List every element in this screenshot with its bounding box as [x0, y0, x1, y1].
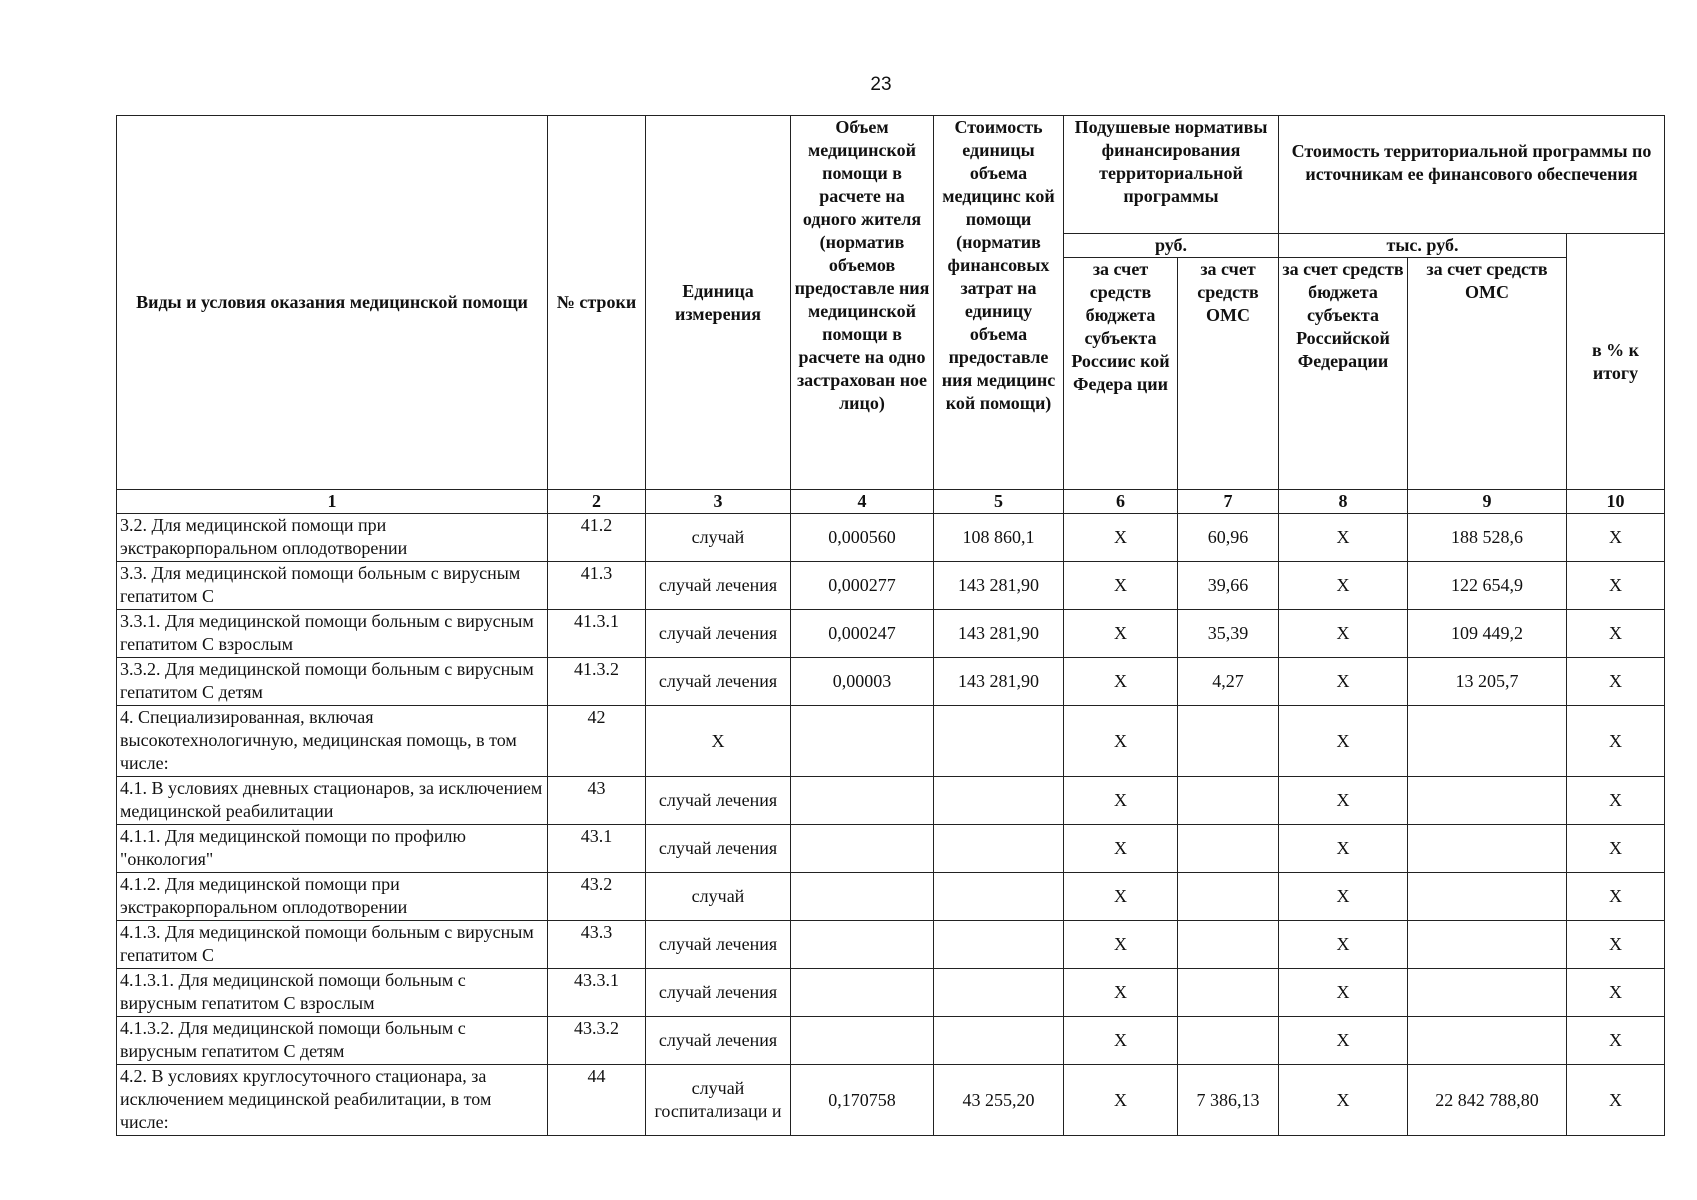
row-budget-cost: Х: [1279, 777, 1408, 825]
row-unit: случай лечения: [646, 658, 791, 706]
row-percent-total: Х: [1567, 514, 1665, 562]
column-number: 7: [1178, 490, 1279, 514]
header-row-number: № строки: [548, 116, 646, 490]
row-budget-cost: Х: [1279, 610, 1408, 658]
header-percent-total: в % к итогу: [1567, 234, 1665, 490]
medical-care-table: [116, 115, 1665, 1136]
row-unit-cost: [934, 706, 1064, 777]
row-code: 41.3: [548, 562, 646, 610]
row-oms-per-capita: [1178, 873, 1279, 921]
row-name: 4. Специализированная, включая высокотехнологичную, медицинская помощь, в том числе:: [117, 706, 548, 777]
header-volume: Объем медицинской помощи в расчете на одного жителя (норматив объемов предоставле ния медицинской помощи в расчете на одно застрахован ное лицо): [791, 116, 934, 490]
row-oms-cost: [1408, 1017, 1567, 1065]
row-unit-cost: 143 281,90: [934, 658, 1064, 706]
table-row: [117, 1017, 1665, 1065]
row-unit: случай лечения: [646, 777, 791, 825]
row-oms-cost: 122 654,9: [1408, 562, 1567, 610]
row-budget-per-capita: Х: [1064, 921, 1178, 969]
row-oms-per-capita: 7 386,13: [1178, 1065, 1279, 1136]
row-code: 41.3.2: [548, 658, 646, 706]
row-volume: 0,000247: [791, 610, 934, 658]
row-budget-per-capita: Х: [1064, 610, 1178, 658]
row-budget-cost: Х: [1279, 873, 1408, 921]
row-name: 4.1.2. Для медицинской помощи при экстракорпоральном оплодотворении: [117, 873, 548, 921]
row-code: 43.3.2: [548, 1017, 646, 1065]
table-row: [117, 610, 1665, 658]
row-code: 43.3.1: [548, 969, 646, 1017]
row-budget-per-capita: Х: [1064, 658, 1178, 706]
row-oms-per-capita: 35,39: [1178, 610, 1279, 658]
row-unit-cost: 143 281,90: [934, 610, 1064, 658]
row-percent-total: Х: [1567, 777, 1665, 825]
row-code: 43.1: [548, 825, 646, 873]
column-number: 5: [934, 490, 1064, 514]
row-volume: [791, 873, 934, 921]
row-name: 4.1.3.2. Для медицинской помощи больным с вирусным гепатитом С детям: [117, 1017, 548, 1065]
row-volume: [791, 1017, 934, 1065]
row-volume: 0,00003: [791, 658, 934, 706]
row-unit: Х: [646, 706, 791, 777]
column-number: 10: [1567, 490, 1665, 514]
row-budget-per-capita: Х: [1064, 873, 1178, 921]
row-budget-per-capita: Х: [1064, 706, 1178, 777]
row-budget-cost: Х: [1279, 562, 1408, 610]
row-code: 41.2: [548, 514, 646, 562]
row-code: 44: [548, 1065, 646, 1136]
table-row: [117, 969, 1665, 1017]
row-percent-total: Х: [1567, 562, 1665, 610]
header-rub: руб.: [1064, 234, 1279, 258]
row-percent-total: Х: [1567, 610, 1665, 658]
row-oms-cost: [1408, 825, 1567, 873]
row-volume: 0,000560: [791, 514, 934, 562]
row-oms-cost: [1408, 706, 1567, 777]
row-name: 4.1. В условиях дневных стационаров, за исключением медицинской реабилитации: [117, 777, 548, 825]
row-percent-total: Х: [1567, 921, 1665, 969]
row-volume: 0,000277: [791, 562, 934, 610]
row-budget-cost: Х: [1279, 706, 1408, 777]
row-budget-cost: Х: [1279, 1017, 1408, 1065]
row-unit-cost: [934, 777, 1064, 825]
header-unit-cost: Стоимость единицы объема медицинс кой помощи (норматив финансовых затрат на единицу объема предоставле ния медицинс кой помощи): [934, 116, 1064, 490]
row-name: 3.3.1. Для медицинской помощи больным с вирусным гепатитом С взрослым: [117, 610, 548, 658]
row-oms-cost: [1408, 777, 1567, 825]
row-unit-cost: [934, 969, 1064, 1017]
column-numbers-row: [117, 490, 1665, 514]
header-budget-cost: за счет средств бюджета субъекта Российской Федерации: [1279, 258, 1408, 490]
row-unit: случай лечения: [646, 921, 791, 969]
table-row: [117, 514, 1665, 562]
column-number: 8: [1279, 490, 1408, 514]
header-unit: Единица измерения: [646, 116, 791, 490]
row-volume: [791, 706, 934, 777]
table-row: [117, 921, 1665, 969]
header-types-conditions: Виды и условия оказания медицинской помощи: [117, 116, 548, 490]
row-oms-cost: 109 449,2: [1408, 610, 1567, 658]
row-unit: случай: [646, 873, 791, 921]
row-unit: случай госпитализаци и: [646, 1065, 791, 1136]
row-percent-total: Х: [1567, 969, 1665, 1017]
row-budget-per-capita: Х: [1064, 514, 1178, 562]
table-row: [117, 562, 1665, 610]
row-oms-per-capita: [1178, 1017, 1279, 1065]
row-oms-per-capita: [1178, 706, 1279, 777]
row-oms-cost: 13 205,7: [1408, 658, 1567, 706]
column-number: 3: [646, 490, 791, 514]
row-oms-cost: 188 528,6: [1408, 514, 1567, 562]
row-name: 4.2. В условиях круглосуточного стационара, за исключением медицинской реабилитации, в том числе:: [117, 1065, 548, 1136]
row-oms-cost: [1408, 921, 1567, 969]
row-oms-per-capita: [1178, 921, 1279, 969]
row-oms-per-capita: [1178, 777, 1279, 825]
table-row: [117, 658, 1665, 706]
row-volume: 0,170758: [791, 1065, 934, 1136]
header-oms-per-capita: за счет средств ОМС: [1178, 258, 1279, 490]
row-unit-cost: [934, 921, 1064, 969]
row-code: 43.2: [548, 873, 646, 921]
row-unit: случай лечения: [646, 825, 791, 873]
row-budget-per-capita: Х: [1064, 825, 1178, 873]
row-unit: случай: [646, 514, 791, 562]
header-thous-rub: тыс. руб.: [1279, 234, 1567, 258]
row-volume: [791, 969, 934, 1017]
table-row: [117, 873, 1665, 921]
row-unit-cost: 108 860,1: [934, 514, 1064, 562]
row-unit: случай лечения: [646, 562, 791, 610]
row-oms-cost: 22 842 788,80: [1408, 1065, 1567, 1136]
row-budget-cost: Х: [1279, 921, 1408, 969]
header-budget-per-capita: за счет средств бюджета субъекта Россиис кой Федера ции: [1064, 258, 1178, 490]
row-percent-total: Х: [1567, 825, 1665, 873]
header-program-cost-group: Стоимость территориальной программы по источникам ее финансового обеспечения: [1279, 116, 1665, 234]
row-name: 3.2. Для медицинской помощи при экстракорпоральном оплодотворении: [117, 514, 548, 562]
row-oms-cost: [1408, 969, 1567, 1017]
row-budget-cost: Х: [1279, 1065, 1408, 1136]
header-per-capita-group: Подушевые нормативы финансирования территориальной программы: [1064, 116, 1279, 234]
row-name: 3.3. Для медицинской помощи больным с вирусным гепатитом С: [117, 562, 548, 610]
row-budget-cost: Х: [1279, 658, 1408, 706]
row-code: 43: [548, 777, 646, 825]
row-code: 41.3.1: [548, 610, 646, 658]
header-oms-cost: за счет средств ОМС: [1408, 258, 1567, 490]
row-budget-per-capita: Х: [1064, 969, 1178, 1017]
row-budget-per-capita: Х: [1064, 777, 1178, 825]
row-volume: [791, 825, 934, 873]
table-row: [117, 777, 1665, 825]
column-number: 1: [117, 490, 548, 514]
row-budget-cost: Х: [1279, 514, 1408, 562]
row-unit-cost: [934, 873, 1064, 921]
row-percent-total: Х: [1567, 658, 1665, 706]
page-number: 23: [870, 74, 892, 95]
row-oms-per-capita: [1178, 825, 1279, 873]
row-percent-total: Х: [1567, 1017, 1665, 1065]
row-oms-per-capita: [1178, 969, 1279, 1017]
row-name: 4.1.3.1. Для медицинской помощи больным с вирусным гепатитом С взрослым: [117, 969, 548, 1017]
row-unit: случай лечения: [646, 610, 791, 658]
row-oms-cost: [1408, 873, 1567, 921]
row-volume: [791, 777, 934, 825]
row-name: 3.3.2. Для медицинской помощи больным с вирусным гепатитом С детям: [117, 658, 548, 706]
row-oms-per-capita: 39,66: [1178, 562, 1279, 610]
column-number: 6: [1064, 490, 1178, 514]
row-unit-cost: 143 281,90: [934, 562, 1064, 610]
row-percent-total: Х: [1567, 873, 1665, 921]
row-unit-cost: 43 255,20: [934, 1065, 1064, 1136]
row-budget-per-capita: Х: [1064, 562, 1178, 610]
table-row: [117, 706, 1665, 777]
row-name: 4.1.3. Для медицинской помощи больным с вирусным гепатитом С: [117, 921, 548, 969]
row-unit-cost: [934, 1017, 1064, 1065]
row-code: 43.3: [548, 921, 646, 969]
column-number: 4: [791, 490, 934, 514]
row-percent-total: Х: [1567, 1065, 1665, 1136]
row-oms-per-capita: 4,27: [1178, 658, 1279, 706]
row-budget-cost: Х: [1279, 825, 1408, 873]
row-budget-per-capita: Х: [1064, 1017, 1178, 1065]
row-unit: случай лечения: [646, 969, 791, 1017]
table-row: [117, 825, 1665, 873]
row-percent-total: Х: [1567, 706, 1665, 777]
row-name: 4.1.1. Для медицинской помощи по профилю "онкология": [117, 825, 548, 873]
column-number: 2: [548, 490, 646, 514]
row-code: 42: [548, 706, 646, 777]
row-unit: случай лечения: [646, 1017, 791, 1065]
row-budget-cost: Х: [1279, 969, 1408, 1017]
row-volume: [791, 921, 934, 969]
row-budget-per-capita: Х: [1064, 1065, 1178, 1136]
row-unit-cost: [934, 825, 1064, 873]
table-row: [117, 1065, 1665, 1136]
row-oms-per-capita: 60,96: [1178, 514, 1279, 562]
column-number: 9: [1408, 490, 1567, 514]
